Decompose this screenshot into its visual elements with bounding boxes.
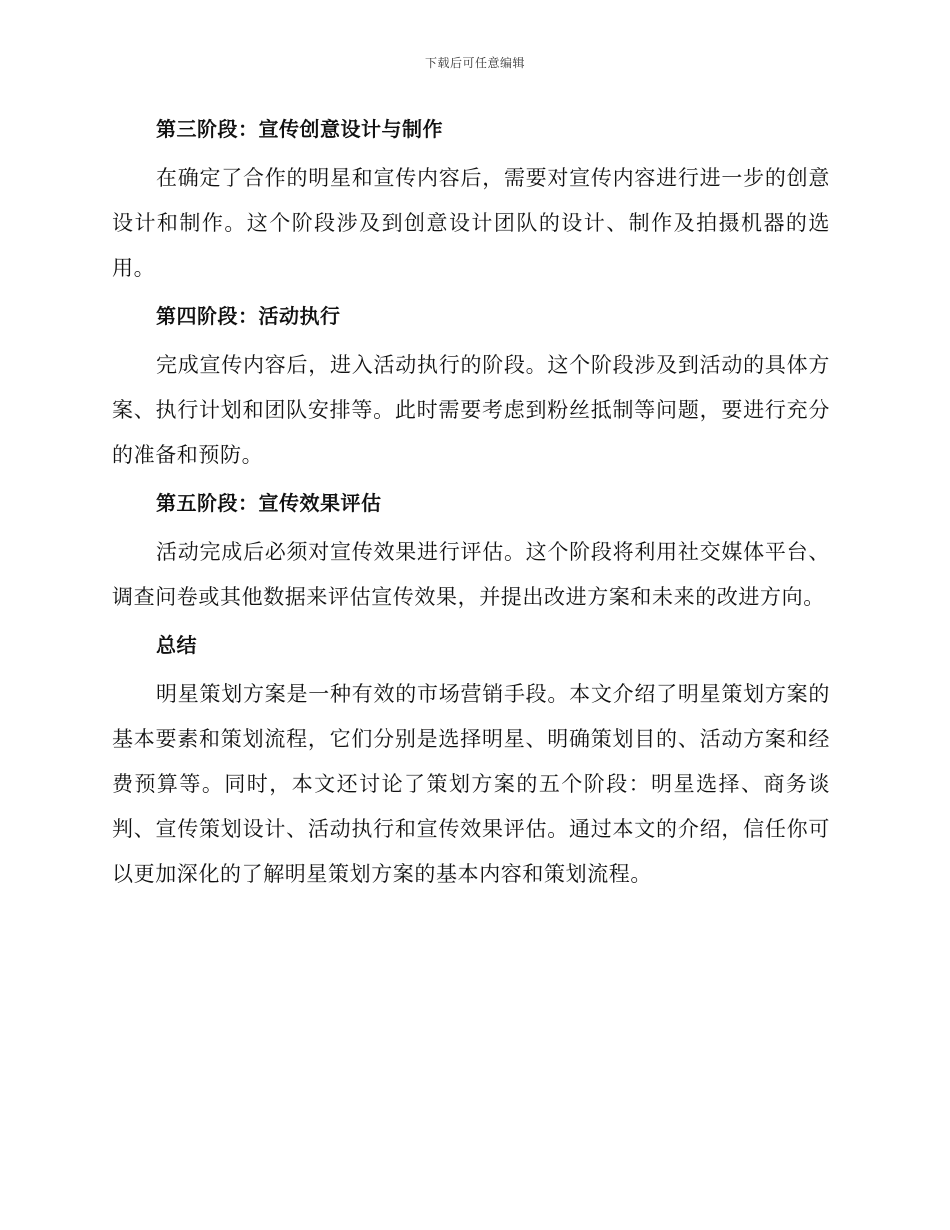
section-paragraph-stage-5: 活动完成后必须对宣传效果进行评估。这个阶段将利用社交媒体平台、调查问卷或其他数据来评估宣传效果，并提出改进方案和未来的改进方向。 — [112, 540, 830, 609]
section-paragraph-summary: 明星策划方案是一种有效的市场营销手段。本文介绍了明星策划方案的基本要素和策划流程，它们分别是选择明星、明确策划目的、活动方案和经费预算等。同时，本文还讨论了策划方案的五个阶段：明星选择、商务谈判、宣传策划设计、活动执行和宣传效果评估。通过本文的介绍，信任你可以更加深化的了解明星策划方案的基本内容和策划流程。 — [112, 682, 830, 886]
section-heading-summary: 总结 — [156, 633, 197, 657]
section-paragraph-stage-3: 在确定了合作的明星和宣传内容后，需要对宣传内容进行进一步的创意设计和制作。这个阶段涉及到创意设计团队的设计、制作及拍摄机器的选用。 — [112, 166, 830, 280]
document-body — [112, 110, 830, 907]
section-paragraph-stage-4: 完成宣传内容后，进入活动执行的阶段。这个阶段涉及到活动的具体方案、执行计划和团队安排等。此时需要考虑到粉丝抵制等问题，要进行充分的准备和预防。 — [112, 353, 830, 467]
page-header-note: 下载后可任意编辑 — [424, 56, 525, 70]
section-heading-stage-4: 第四阶段：活动执行 — [156, 304, 341, 328]
section-heading-stage-3: 第三阶段：宣传创意设计与制作 — [156, 117, 443, 141]
section-heading-stage-5: 第五阶段：宣传效果评估 — [156, 491, 382, 515]
